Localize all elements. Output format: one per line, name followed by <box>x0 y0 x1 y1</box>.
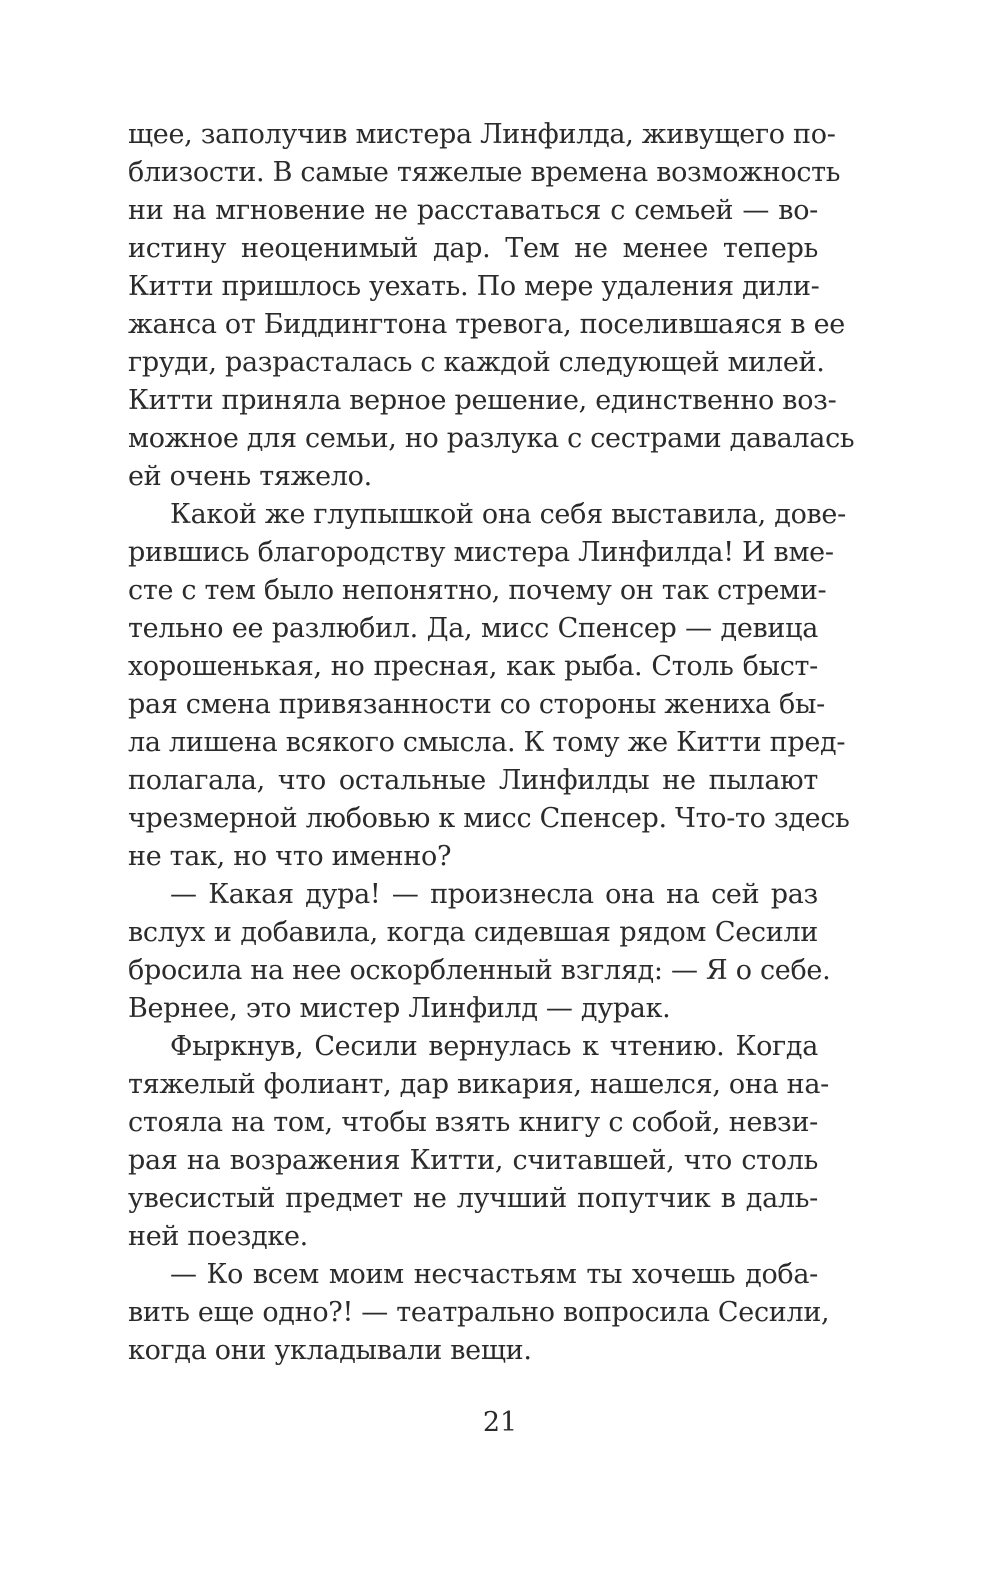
text-line: рившись благородству мистера Линфилда! И вме- <box>128 537 834 568</box>
text-line: Китти пришлось уехать. По мере удаления дили- <box>128 271 820 302</box>
text-line: тельно ее разлюбил. Да, мисс Спенсер — девица <box>128 613 818 644</box>
body-text <box>128 116 855 1370</box>
text-line: Какой же глупышкой она себя выставила, дове- <box>170 499 846 530</box>
paragraph <box>128 1256 830 1370</box>
text-line: не так, но что именно? <box>128 841 452 872</box>
text-line: тяжелый фолиант, дар викария, нашелся, она на- <box>128 1069 829 1100</box>
text-line: — Какая дура! — произнесла она на сей раз <box>170 879 818 910</box>
text-line: хорошенькая, но пресная, как рыба. Столь быст- <box>128 651 818 682</box>
text-line: ни на мгновение не расставаться с семьей — во- <box>128 195 818 226</box>
paragraph <box>128 876 831 1028</box>
text-line: полагала, что остальные Линфилды не пылают <box>128 765 818 796</box>
text-line: Китти приняла верное решение, единственно воз- <box>128 385 837 416</box>
text-line: сте с тем было непонятно, почему он так стреми- <box>128 575 827 606</box>
text-line: Вернее, это мистер Линфилд — дурак. <box>128 993 671 1024</box>
text-line: Фыркнув, Сесили вернулась к чтению. Когда <box>170 1031 818 1062</box>
text-line: рая смена привязанности со стороны жениха бы- <box>128 689 825 720</box>
text-line: жанса от Биддингтона тревога, поселившаяся в ее <box>128 309 845 340</box>
page-number: 21 <box>482 1407 518 1438</box>
text-line: щее, заполучив мистера Линфилда, живущего по- <box>128 119 836 150</box>
text-line: увесистый предмет не лучший попутчик в даль- <box>128 1183 818 1214</box>
text-line: бросила на нее оскорбленный взгляд: — Я о себе. <box>128 955 831 986</box>
paragraph <box>128 1028 829 1256</box>
text-line: ла лишена всякого смысла. К тому же Китти пред- <box>128 727 846 758</box>
text-line: ней поездке. <box>128 1221 308 1252</box>
text-line: близости. В самые тяжелые времена возможность <box>128 157 841 188</box>
text-line: — Ко всем моим несчастьям ты хочешь доба- <box>170 1259 818 1290</box>
text-line: можное для семьи, но разлука с сестрами давалась <box>128 423 855 454</box>
paragraph <box>128 496 850 876</box>
text-line: вить еще одно?! — театрально вопросила Сесили, <box>128 1297 830 1328</box>
text-line: когда они укладывали вещи. <box>128 1335 532 1366</box>
paragraph <box>128 116 855 496</box>
text-line: груди, разрасталась с каждой следующей милей. <box>128 347 825 378</box>
text-line: стояла на том, чтобы взять книгу с собой, невзи- <box>128 1107 818 1138</box>
text-line: рая на возражения Китти, считавшей, что столь <box>128 1145 818 1176</box>
text-line: ей очень тяжело. <box>128 461 372 492</box>
text-line: чрезмерной любовью к мисс Спенсер. Что-то здесь <box>128 803 850 834</box>
text-line: истину неоценимый дар. Тем не менее теперь <box>128 233 818 264</box>
text-line: вслух и добавила, когда сидевшая рядом Сесили <box>128 917 818 948</box>
